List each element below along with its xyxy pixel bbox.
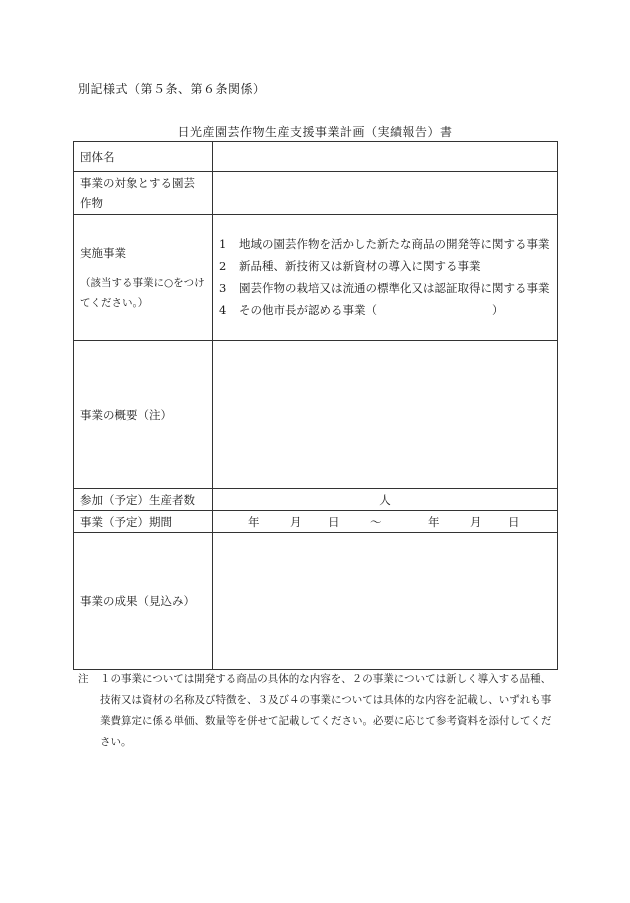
- row-period: [74, 511, 558, 533]
- row-project: [74, 215, 558, 341]
- field-period[interactable]: [213, 511, 558, 533]
- field-results[interactable]: [213, 533, 558, 670]
- field-summary[interactable]: [213, 341, 558, 489]
- range-tilde: ～: [370, 514, 382, 529]
- start-year: 年: [248, 514, 260, 529]
- label-summary: 事業の概要（注）: [74, 341, 213, 489]
- row-results: [74, 533, 558, 670]
- footnote: [78, 669, 558, 753]
- option-number: 2: [219, 258, 227, 273]
- row-summary: [74, 341, 558, 489]
- option-text: その他市長が認める事業（ ）: [239, 302, 504, 317]
- field-target-crop[interactable]: [213, 172, 558, 215]
- form-reference: 別記様式（第５条、第６条関係）: [78, 82, 266, 96]
- project-option-4[interactable]: [219, 300, 551, 320]
- end-month: 月: [470, 514, 482, 529]
- field-group-name[interactable]: [213, 142, 558, 172]
- project-option-1[interactable]: [219, 234, 551, 254]
- option-number: 1: [219, 236, 227, 251]
- application-form-table: [73, 141, 558, 670]
- period-date-range: [219, 514, 551, 530]
- participants-unit: 人: [379, 492, 391, 507]
- end-year: 年: [428, 514, 440, 529]
- project-option-2[interactable]: [219, 256, 551, 276]
- label-group-name: 団体名: [74, 142, 213, 172]
- project-instruction: （該当する事業に○をつけてください。）: [80, 276, 205, 309]
- row-group-name: [74, 142, 558, 172]
- label-period: 事業（予定）期間: [74, 511, 213, 533]
- label-project-cell: [74, 215, 213, 341]
- option-number: 3: [219, 280, 227, 295]
- label-project: 実施事業: [80, 245, 126, 260]
- row-participants: [74, 489, 558, 511]
- option-text: 園芸作物の栽培又は流通の標準化又は認証取得に関する事業: [239, 280, 550, 295]
- label-participants: 参加（予定）生産者数: [74, 489, 213, 511]
- project-options: [213, 215, 558, 341]
- label-results: 事業の成果（見込み）: [74, 533, 213, 670]
- footnote-text: １の事業については開発する商品の具体的な内容を、２の事業については新しく導入する品種、技術又は資材の名称及び特徴を、３及び４の事業については具体的な内容を記載し、いずれも事業費算定に係る単価、数量等を併せて記載してください。必要に応じて参考資料を添付してください。: [100, 673, 552, 748]
- label-target-crop: 事業の対象とする園芸作物: [74, 172, 213, 215]
- project-option-3[interactable]: [219, 278, 551, 298]
- option-text: 地域の園芸作物を活かした新たな商品の開発等に関する事業: [239, 236, 550, 251]
- option-number: 4: [219, 302, 227, 317]
- document-title: 日光産園芸作物生産支援事業計画（実績報告）書: [177, 125, 453, 139]
- field-participants[interactable]: [213, 489, 558, 511]
- start-month: 月: [290, 514, 302, 529]
- end-day: 日: [508, 514, 520, 529]
- row-target-crop: [74, 172, 558, 215]
- footnote-mark: 注: [78, 673, 89, 685]
- start-day: 日: [328, 514, 340, 529]
- option-text: 新品種、新技術又は新資材の導入に関する事業: [239, 258, 481, 273]
